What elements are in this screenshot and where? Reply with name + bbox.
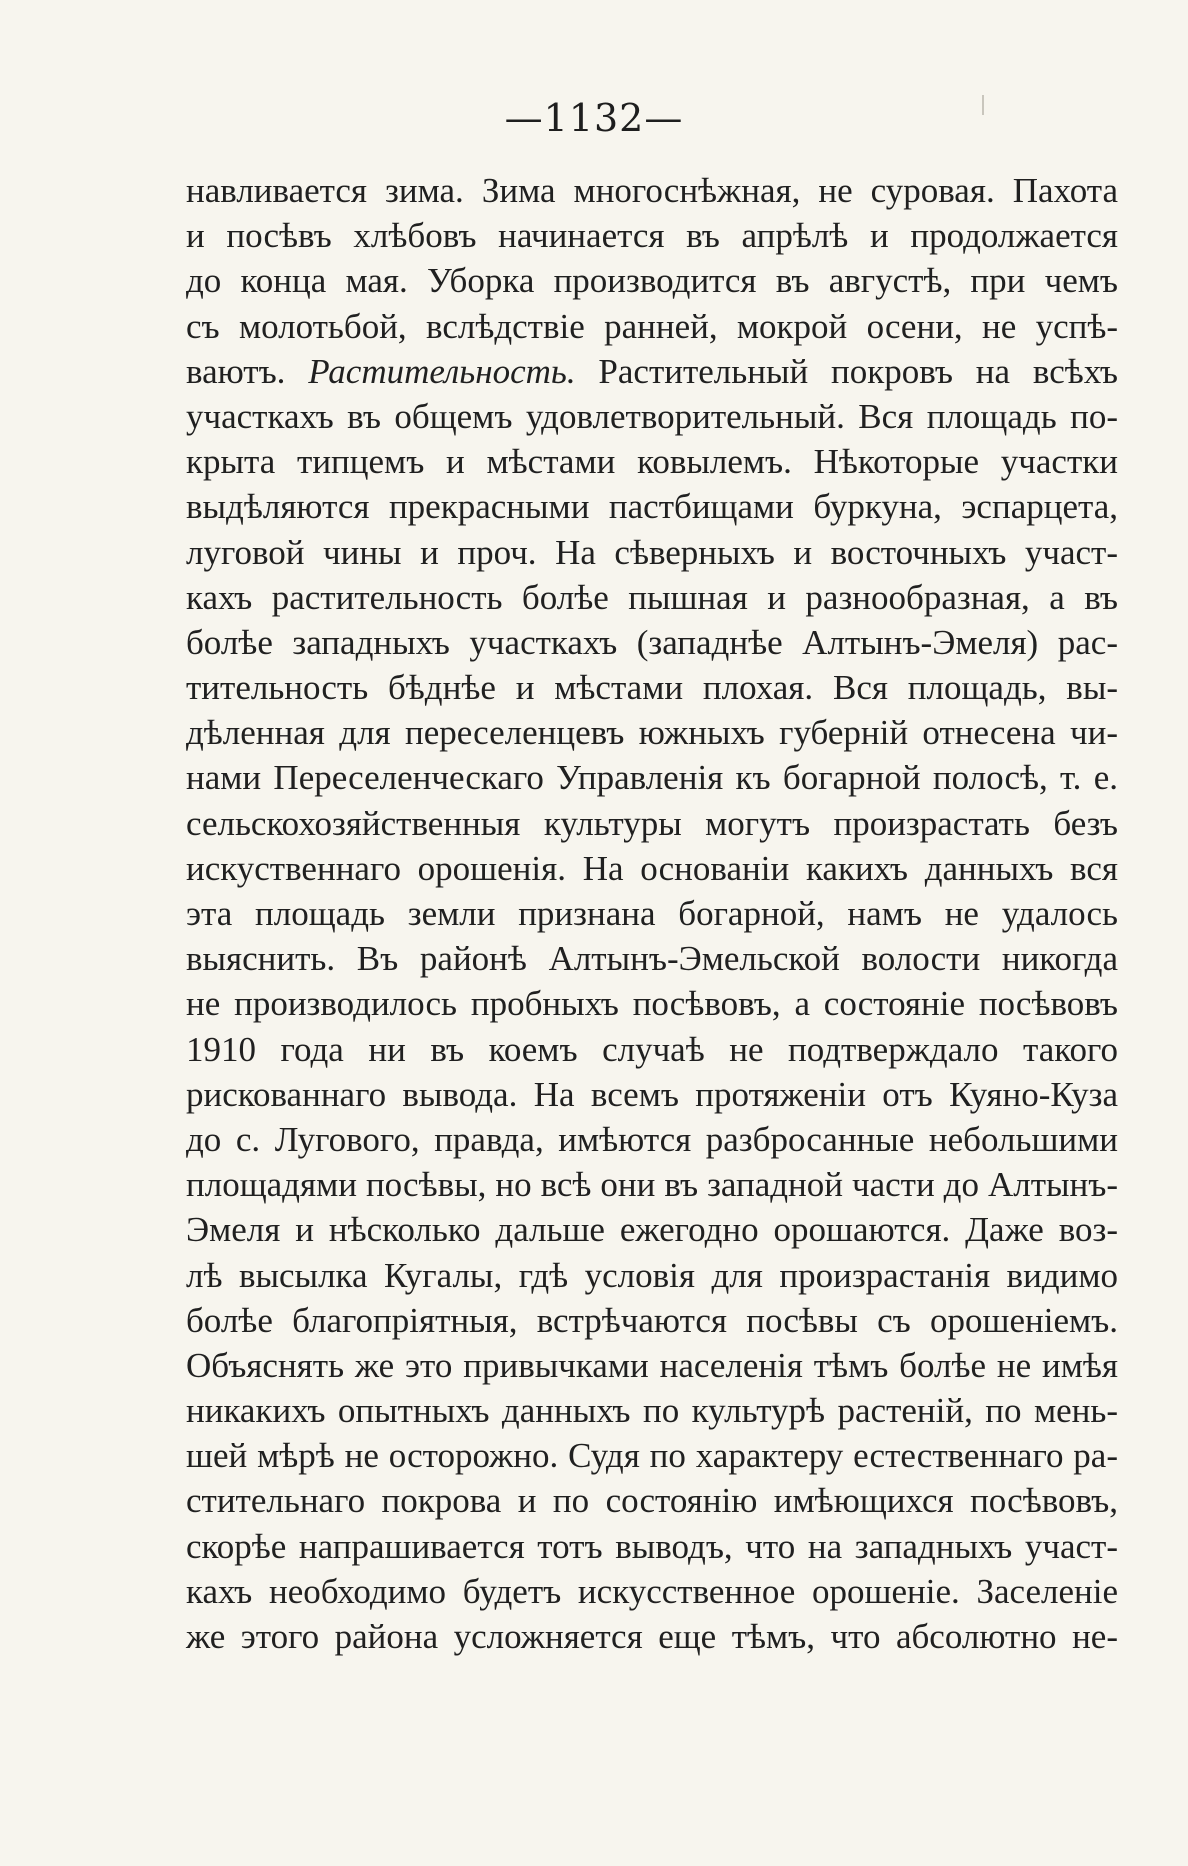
text-line: площадями посѣвы, но всѣ они въ западной части до Алтынъ- [186,1165,1118,1205]
text-line: участкахъ въ общемъ удовлетворительный. Вся площадь по- [186,396,1118,436]
text-line: кахъ необходимо будетъ искусственное орошеніе. Заселеніе [186,1571,1118,1611]
text-line: лѣ высылка Кугалы, гдѣ условія для произрастанія видимо [186,1255,1118,1295]
text-line: болѣе благопріятныя, встрѣчаются посѣвы съ орошеніемъ. [186,1300,1118,1340]
text-line: кахъ растительность болѣе пышная и разнообразная, а въ [186,577,1118,617]
text-line: рискованнаго вывода. На всемъ протяженіи отъ Куяно-Куза [186,1074,1118,1114]
text-line: крыта типцемъ и мѣстами ковылемъ. Нѣкоторые участки [186,442,1118,482]
text-line: сельскохозяйственныя культуры могутъ произрастать безъ [186,803,1118,843]
text-line: не производилось пробныхъ посѣвовъ, а состояніе посѣвовъ [186,984,1118,1024]
text-line: и посѣвъ хлѣбовъ начинается въ апрѣлѣ и продолжается [186,216,1118,256]
text-line: никакихъ опытныхъ данныхъ по культурѣ растеній, по мень- [186,1391,1118,1431]
text-line: скорѣе напрашивается тотъ выводъ, что на западныхъ участ- [186,1526,1118,1566]
text-line: выяснить. Въ районѣ Алтынъ-Эмельской волости никогда [186,939,1118,979]
text-line: тительность бѣднѣе и мѣстами плохая. Вся площадь, вы- [186,668,1118,708]
text-line: выдѣляются прекрасными пастбищами буркуна, эспарцета, [186,487,1118,527]
text-line: съ молотьбой, вслѣдствіе ранней, мокрой осени, не успѣ- [186,306,1118,346]
text-line: навливается зима. Зима многоснѣжная, не суровая. Пахота [186,171,1118,210]
text-line: до конца мая. Уборка производится въ августѣ, при чемъ [186,261,1118,301]
text-line: болѣе западныхъ участкахъ (западнѣе Алтынъ-Эмеля) рас- [186,622,1118,662]
text-line: Эмеля и нѣсколько дальше ежегодно орошаются. Даже воз- [186,1210,1118,1250]
text-line: нами Переселенческаго Управленія къ богарной полосѣ, т. е. [186,758,1118,798]
section-heading-vegetation: Растительность. [308,351,576,391]
text-line: Объяснять же это привычками населенія тѣмъ болѣе не имѣя [186,1345,1118,1385]
text-line: дѣленная для переселенцевъ южныхъ губерній отнесена чи- [186,713,1118,753]
text-line: же этого района усложняется еще тѣмъ, что абсолютно не- [186,1617,1118,1656]
line-rest: Растительный покровъ на всѣхъ [598,351,1119,391]
text-line: 1910 года ни въ коемъ случаѣ не подтверждало такого [186,1029,1118,1069]
body-text [186,168,1118,1659]
page-number: —1132— [504,96,684,140]
text-line: эта площадь земли признана богарной, намъ не удалось [186,894,1118,933]
text-line: луговой чины и проч. На сѣверныхъ и восточныхъ участ- [186,532,1118,572]
text-line: стительнаго покрова и по состоянію имѣющихся посѣвовъ, [186,1481,1118,1521]
text-line: до с. Лугового, правда, имѣются разбросанные небольшими [186,1119,1118,1159]
text-line: шей мѣрѣ не осторожно. Судя по характеру естественнаго ра- [186,1436,1118,1476]
text-line: искуственнаго орошенія. На основаніи какихъ данныхъ вся [186,848,1118,888]
text-line-with-heading [186,349,1118,394]
line-start: ваютъ. [186,351,286,391]
